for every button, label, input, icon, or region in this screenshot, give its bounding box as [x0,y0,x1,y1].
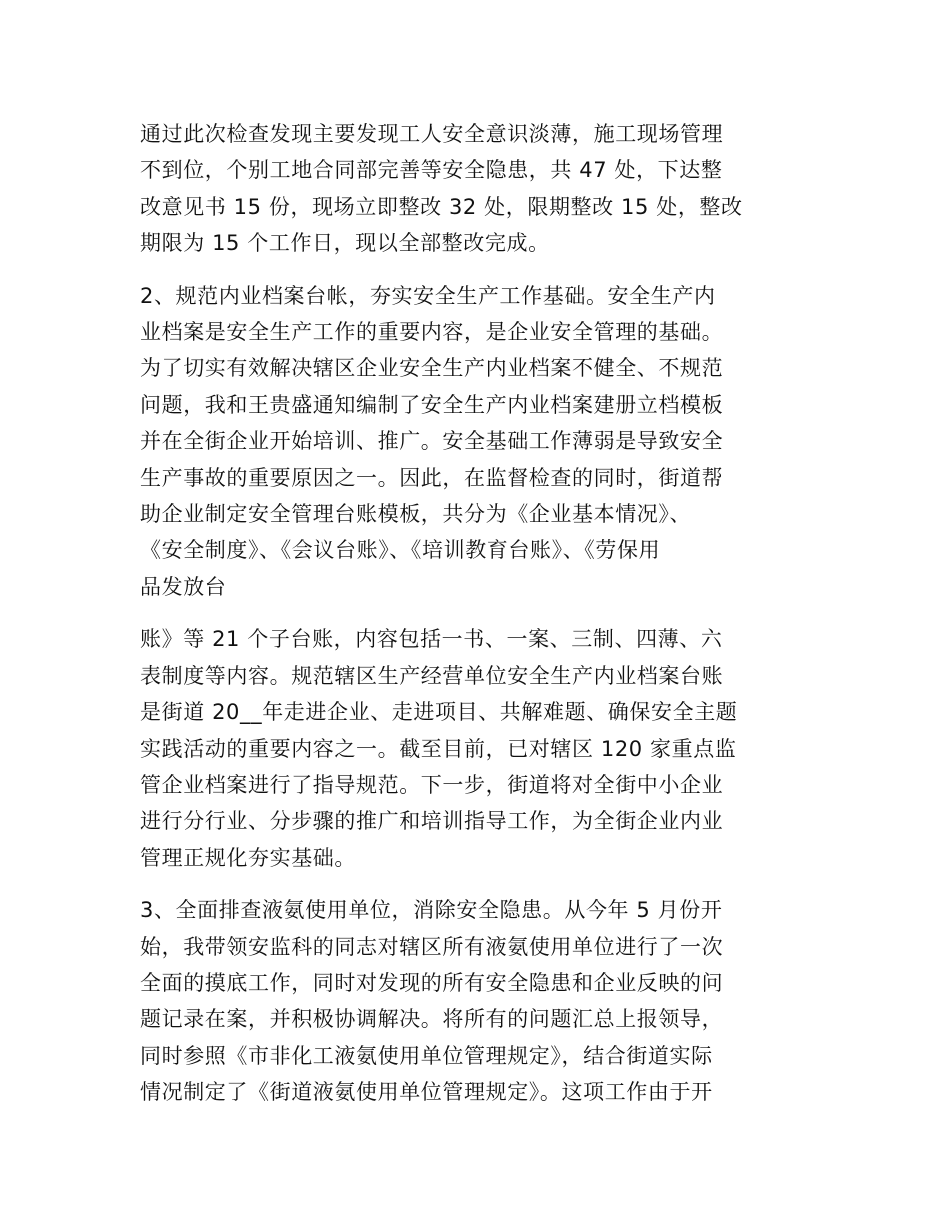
paragraph-sub-ledgers: 账》等 21 个子台账，内容包括一书、一案、三制、四薄、六 表制度等内容。规范辖区生产经营单位安全生产内业档案台账 是街道 20__年走进企业、走进项目、共解难题、确保安全主题 实践活动的重要内容之一。截至目前，已对辖区 120 家重点监 管企业档案进行了指导规范。下一步，街道将对全街中小企业 进行分行业、分步骤的推广和培训指导工作，为全街企业内业 管理正规化夯实基础。 [140,627,738,870]
document-body [140,116,815,1127]
paragraph-ammonia-inspection: 3、全面排查液氨使用单位，消除安全隐患。从今年 5 月份开 始，我带领安监科的同志对辖区所有液氨使用单位进行了一次 全面的摸底工作，同时对发现的所有安全隐患和企业反映的问 题记录在案，并积极协调解决。将所有的问题汇总上报领导， 同时参照《市非化工液氨使用单位管理规定》，结合街道实际 情况制定了《街道液氨使用单位管理规定》。这项工作由于开 [140,898,724,1105]
paragraph-archive-standardization: 2、规范内业档案台帐，夯实安全生产工作基础。安全生产内 业档案是安全生产工作的重要内容，是企业安全管理的基础。 为了切实有效解决辖区企业安全生产内业档案不健全、不规范 问题，我和王贵盛通知编制了安全生产内业档案建册立档模板 并在全街企业开始培训、推广。安全基础工作薄弱是导致安全 生产事故的重要原因之一。因此，在监督检查的同时，街道帮 助企业制定安全管理台账模板，共分为《企业基本情况》、 《安全制度》、《会议台账》、《培训教育台账》、《劳保用 品发放台 [140,283,724,599]
paragraph-inspection-findings: 通过此次检查发现主要发现工人安全意识淡薄，施工现场管理 不到位，个别工地合同部完善等安全隐患，共 47 处，下达整 改意见书 15 份，现场立即整改 32 处，限期整改 15 处，整改 期限为 15 个工作日，现以全部整改完成。 [140,122,743,256]
